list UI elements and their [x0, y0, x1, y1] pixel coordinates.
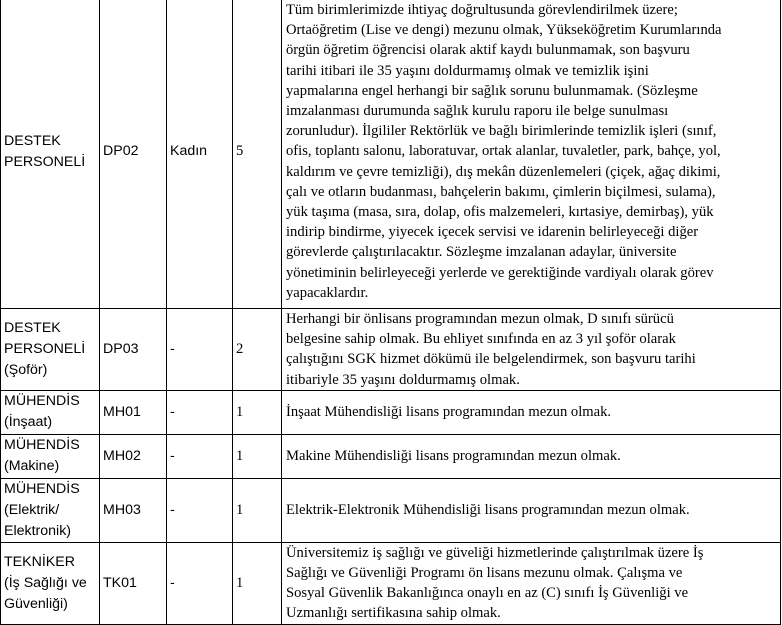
requirements-line: Elektrik-Elektronik Mühendisliği lisans programından mezun olmak.: [286, 502, 690, 519]
requirements-line: ofis, toplantı salonu, laboratuvar, ortak alanlar, tuvaletler, park, bahçe, yol,: [286, 143, 721, 160]
requirements-line: İnşaat Mühendisliği lisans programından mezun olmak.: [286, 404, 612, 421]
requirements-cell: [282, 478, 781, 542]
requirements-line: yönetiminin belirleyeceği yerlerde ve gerektiğinde vardiyalı olarak görev: [286, 264, 714, 281]
requirements-cell: [282, 390, 781, 434]
quota-count-cell: 1: [233, 434, 282, 478]
position-title-line: (İş Sağlığı ve: [4, 574, 87, 591]
gender-cell: -: [167, 390, 233, 434]
table-row: [1, 309, 781, 391]
requirements-line: belgesine sahip olmak. Bu ehliyet sınıfında en az 3 yıl şoför olarak: [286, 331, 676, 348]
position-title-line: (İnşaat): [4, 414, 53, 431]
requirements-line: Tüm birimlerimizde ihtiyaç doğrultusunda görevlendirilmek üzere;: [286, 1, 678, 18]
requirements-line: yapacaklardır.: [286, 284, 369, 301]
requirements-line: itibariyle 35 yaşını doldurmamış olmak.: [286, 371, 520, 388]
position-title-cell: [1, 478, 100, 542]
position-title-line: (Şoför): [4, 361, 48, 378]
requirements-line: örgün öğretim öğrencisi olarak aktif kaydı bulunmamak, son başvuru: [286, 42, 690, 59]
requirements-line: yapmalarına engel herhangi bir sağlık sorunu bulunmamak. (Sözleşme: [286, 82, 698, 99]
position-title-line: PERSONELİ: [4, 340, 86, 357]
positions-table-body: [1, 0, 781, 624]
quota-count-cell: 2: [233, 309, 282, 391]
requirements-line: Uzmanlığı sertifikasına sahip olmak.: [286, 605, 501, 622]
position-title-line: MÜHENDİS: [4, 393, 80, 410]
requirements-cell: [282, 0, 781, 309]
requirements-line: Makine Mühendisliği lisans programından mezun olmak.: [286, 448, 621, 465]
position-code-cell: MH03: [100, 478, 167, 542]
requirements-cell: [282, 542, 781, 624]
position-title-line: MÜHENDİS: [4, 437, 80, 454]
requirements-line: Herhangi bir önlisans programından mezun olmak, D sınıfı sürücü: [286, 311, 674, 327]
requirements-line: Sağlığı ve Güvenliği Programı ön lisans mezunu olmak. Çalışma ve: [286, 565, 683, 582]
position-code-cell: DP03: [100, 309, 167, 391]
position-title-cell: [1, 390, 100, 434]
requirements-line: çalıştığını SGK hizmet dökümü ile belgelendirmek, son başvuru tarihi: [286, 351, 696, 368]
gender-cell: -: [167, 542, 233, 624]
requirements-line: indirip bindirme, yiyecek içecek servisi ve idarenin belirleyeceği diğer: [286, 224, 699, 241]
table-row: [1, 542, 781, 624]
position-title-line: Elektronik): [4, 522, 72, 539]
quota-count-cell: 1: [233, 390, 282, 434]
position-title-line: TEKNİKER: [4, 553, 75, 570]
position-title-line: (Makine): [4, 458, 60, 475]
position-title-line: DESTEK: [4, 132, 61, 149]
position-title-cell: [1, 0, 100, 309]
table-row: [1, 434, 781, 478]
position-code-cell: MH02: [100, 434, 167, 478]
requirements-line: kaldırım ve çevre temizliği), dış mekân düzenlemeleri (çiçek, ağaç dikimi,: [286, 163, 721, 180]
quota-count-cell: 1: [233, 542, 282, 624]
requirements-line: yük taşıma (masa, sıra, dolap, ofis malzemeleri, kırtasiye, demirbaş), yük: [286, 204, 714, 220]
position-title-line: DESTEK: [4, 319, 61, 336]
gender-cell: -: [167, 478, 233, 542]
quota-count-cell: 1: [233, 478, 282, 542]
gender-cell: -: [167, 309, 233, 391]
position-title-line: (Elektrik/: [4, 501, 60, 518]
requirements-line: Ortaöğretim (Lise ve dengi) mezunu olmak, Yükseköğretim Kurumlarında: [286, 22, 722, 39]
requirements-line: çalı ve otların budanması, bahçelerin bakımı, çimlerin biçilmesi, sulama),: [286, 183, 716, 200]
position-code-cell: DP02: [100, 0, 167, 309]
position-title-cell: [1, 542, 100, 624]
table-row: [1, 478, 781, 542]
position-title-cell: [1, 309, 100, 391]
position-code-cell: MH01: [100, 390, 167, 434]
requirements-line: imzalanması durumunda sağlık kurulu raporu ile belge sunulması: [286, 102, 669, 119]
requirements-line: Üniversitemiz iş sağlığı ve güveliği hizmetlerinde çalıştırılmak üzere İş: [286, 544, 704, 561]
requirements-line: görevlerde çalıştırılacaktır. Sözleşme imzalanan adaylar, üniversite: [286, 244, 677, 261]
requirements-line: Sosyal Güvenlik Bakanlığınca onaylı en az (C) sınıfı İş Güvenliği ve: [286, 585, 689, 602]
table-row: [1, 390, 781, 434]
position-title-cell: [1, 434, 100, 478]
requirements-line: zorunludur). İlgililer Rektörlük ve bağlı birimlerinde temizlik işleri (sınıf,: [286, 123, 717, 140]
position-title-line: MÜHENDİS: [4, 480, 80, 497]
gender-cell: Kadın: [167, 0, 233, 309]
requirements-line: tarihi itibari ile 35 yaşını doldurmamış olmak ve temizlik işini: [286, 62, 649, 79]
position-title-line: Güvenliği): [4, 595, 68, 612]
requirements-cell: [282, 434, 781, 478]
gender-cell: -: [167, 434, 233, 478]
table-row: [1, 0, 781, 309]
position-title-line: PERSONELİ: [4, 153, 86, 170]
requirements-cell: [282, 309, 781, 391]
quota-count-cell: 5: [233, 0, 282, 309]
position-code-cell: TK01: [100, 542, 167, 624]
